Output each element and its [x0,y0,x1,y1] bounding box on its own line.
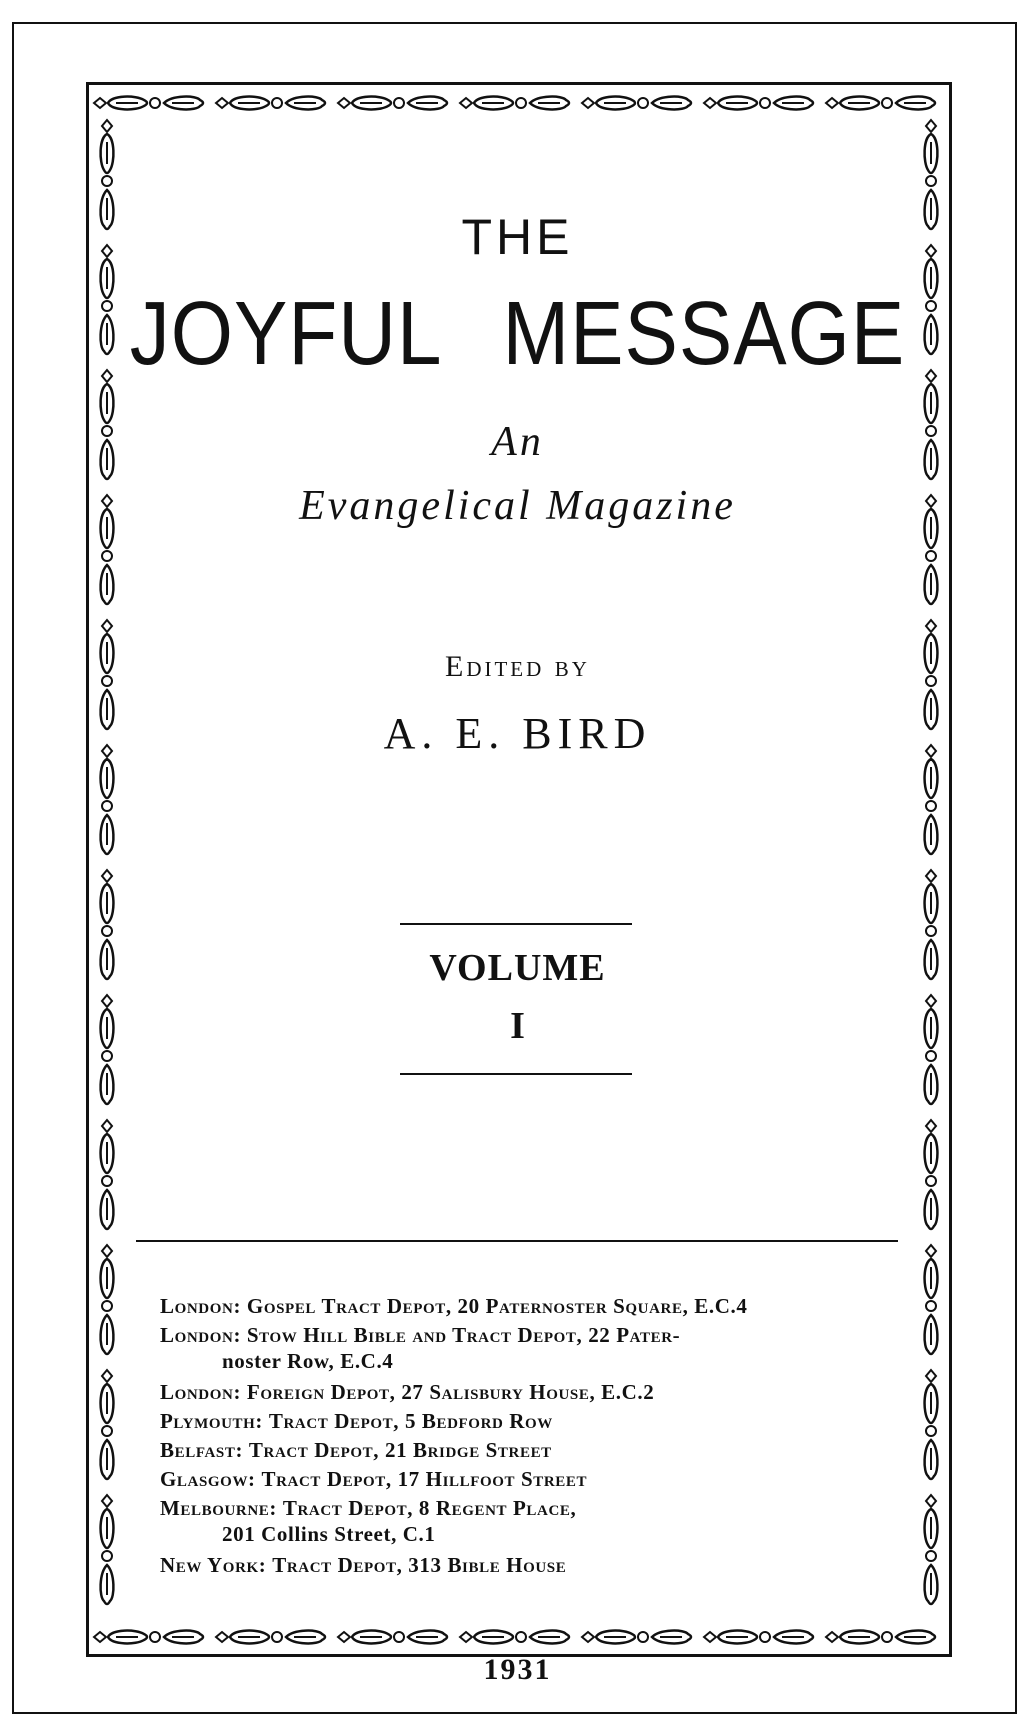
address-city: London: [160,1380,242,1404]
ornament-border-bottom [92,1624,946,1650]
address-text: Tract Depot, 313 Bible House [272,1553,567,1577]
address-city: London: [160,1294,242,1318]
address-item [160,1436,900,1465]
address-city: Glasgow: [160,1467,256,1491]
title-word-message: MESSAGE [502,283,906,384]
subtitle-line-2: Evangelical Magazine [299,483,736,529]
address-text: Tract Depot, 8 Regent Place, [282,1496,577,1520]
publication-year: 1931 [483,1653,552,1686]
address-city: Melbourne: [160,1496,277,1520]
address-text: Tract Depot, 17 Hillfoot Street [261,1467,588,1491]
address-continuation: 201 Collins Street, C.1 [222,1522,436,1546]
volume-rule-bottom [400,1073,632,1075]
address-item [160,1494,900,1545]
addresses-rule [136,1240,898,1242]
address-city: London: [160,1323,242,1347]
page-title [0,282,1035,385]
address-item [160,1378,900,1407]
address-text: Tract Depot, 5 Bedford Row [268,1409,553,1433]
title-article: THE [461,209,574,265]
ornament-border-top [92,90,946,116]
address-text: Tract Depot, 21 Bridge Street [248,1438,552,1462]
volume-number: I [510,1005,525,1047]
subtitle-line-1: An [491,419,544,465]
address-city: New York: [160,1553,267,1577]
address-text: Foreign Depot, 27 Salisbury House, E.C.2 [246,1380,655,1404]
address-continuation: noster Row, E.C.4 [222,1349,394,1373]
volume-rule-top [400,923,632,925]
publisher-addresses [160,1292,900,1580]
editor-name: A. E. BIRD [383,709,652,758]
volume-label: VOLUME [429,947,606,989]
address-item [160,1465,900,1494]
address-text: Stow Hill Bible and Tract Depot, 22 Pater- [246,1323,681,1347]
title-word-joyful: JOYFUL [129,283,443,384]
address-text: Gospel Tract Depot, 20 Paternoster Square, E.C.4 [246,1294,748,1318]
address-item [160,1321,900,1372]
address-city: Plymouth: [160,1409,264,1433]
address-city: Belfast: [160,1438,244,1462]
address-item [160,1551,900,1580]
address-item [160,1407,900,1436]
edited-by-label: Edited by [445,650,590,683]
address-item [160,1292,900,1321]
